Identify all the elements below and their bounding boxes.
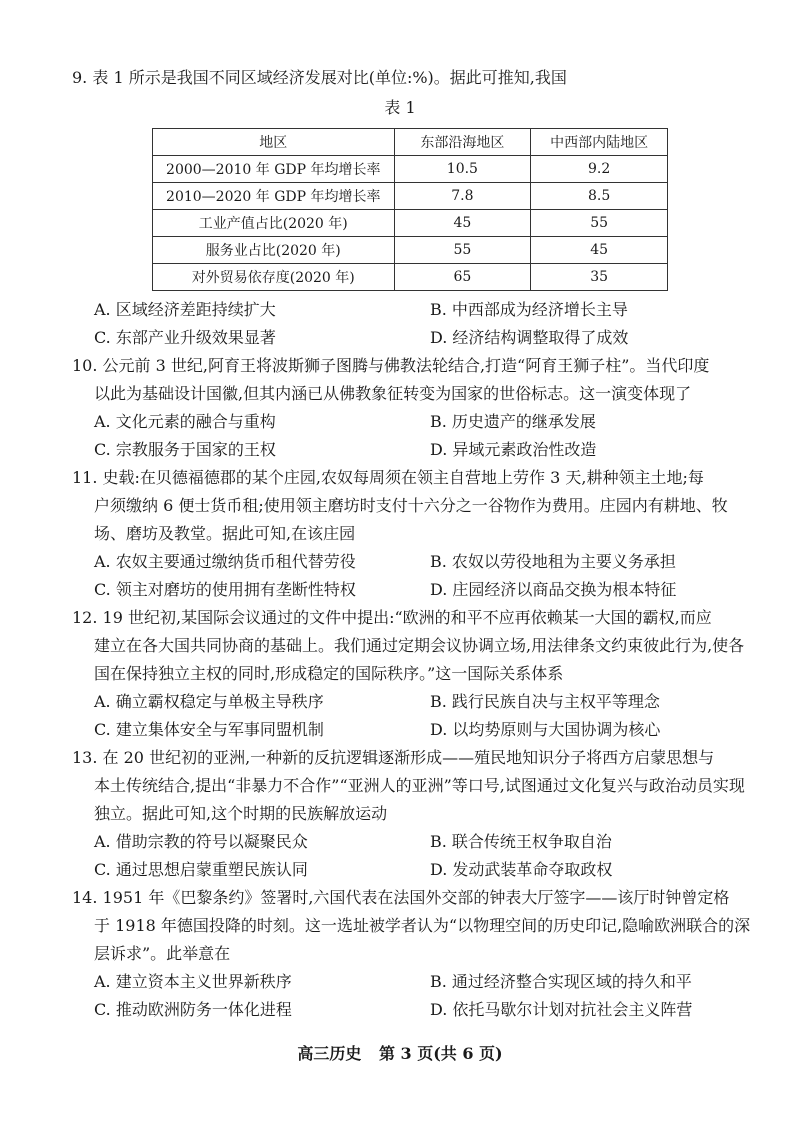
- footer-page-number: 第 3 页(共 6 页): [378, 1044, 503, 1063]
- table-cell: 2000—2010 年 GDP 年均增长率: [153, 156, 395, 183]
- options-row: [72, 324, 752, 352]
- option-d[interactable]: D. 庄园经济以商品交换为根本特征: [430, 580, 677, 599]
- table-cell: 55: [531, 210, 668, 237]
- question-13-stem-cont: 本土传统结合,提出“非暴力不合作”“亚洲人的亚洲”等口号,试图通过文化复兴与政治动员实现独立。据此可知,这个时期的民族解放运动: [94, 776, 745, 823]
- table-row: [153, 264, 668, 291]
- question-11: [72, 464, 752, 604]
- option-a[interactable]: A. 农奴主要通过缴纳货币租代替劳役: [94, 552, 356, 571]
- question-12-stem-line1: 12. 19 世纪初,某国际会议通过的文件中提出:“欧洲的和平不应再依赖某一大国的霸权,而应: [72, 608, 712, 627]
- option-b[interactable]: B. 通过经济整合实现区域的持久和平: [430, 972, 692, 991]
- table-header-cell: 地区: [153, 129, 395, 156]
- option-b[interactable]: B. 践行民族自决与主权平等理念: [430, 692, 660, 711]
- economic-comparison-table: [152, 128, 668, 291]
- table-header-cell: 东部沿海地区: [394, 129, 531, 156]
- table-cell: 10.5: [394, 156, 531, 183]
- option-c[interactable]: C. 东部产业升级效果显著: [94, 328, 276, 347]
- question-9-stem: 9. 表 1 所示是我国不同区域经济发展对比(单位:%)。据此可推知,我国: [72, 68, 567, 87]
- table-cell: 2010—2020 年 GDP 年均增长率: [153, 183, 395, 210]
- question-14-stem: [72, 884, 752, 912]
- table-cell: 45: [531, 237, 668, 264]
- question-10-stem: [72, 352, 752, 380]
- footer-subject: 高三历史: [297, 1044, 362, 1063]
- table-cell: 对外贸易依存度(2020 年): [153, 264, 395, 291]
- question-9: [72, 64, 752, 92]
- table-cell: 服务业占比(2020 年): [153, 237, 395, 264]
- table-row: [153, 210, 668, 237]
- table-header-row: [153, 129, 668, 156]
- option-d[interactable]: D. 异域元素政治性改造: [430, 440, 597, 459]
- options-row: [72, 996, 752, 1024]
- question-12-stem: [72, 604, 752, 632]
- option-a[interactable]: A. 文化元素的融合与重构: [94, 412, 276, 431]
- question-10-stem-cont: 以此为基础设计国徽,但其内涵已从佛教象征转变为国家的世俗标志。这一演变体现了: [94, 384, 692, 403]
- question-10: [72, 352, 752, 464]
- option-d[interactable]: D. 经济结构调整取得了成效: [430, 328, 629, 347]
- question-13-stem-line1: 13. 在 20 世纪初的亚洲,一种新的反抗逻辑逐渐形成——殖民地知识分子将西方启蒙思想与: [72, 748, 715, 767]
- table-row: [153, 237, 668, 264]
- question-11-stem-line1: 11. 史载:在贝德福德郡的某个庄园,农奴每周须在领主自营地上劳作 3 天,耕种领主土地;每: [72, 468, 704, 487]
- option-a[interactable]: A. 区域经济差距持续扩大: [94, 300, 276, 319]
- question-14-stem-cont: 于 1918 年德国投降的时刻。这一选址被学者认为“以物理空间的历史印记,隐喻欧洲联合的深层诉求”。此举意在: [94, 916, 751, 963]
- options-row: [72, 828, 752, 856]
- options-row: [72, 856, 752, 884]
- option-d[interactable]: D. 以均势原则与大国协调为核心: [430, 720, 661, 739]
- option-a[interactable]: A. 建立资本主义世界新秩序: [94, 972, 292, 991]
- option-b[interactable]: B. 联合传统王权争取自治: [430, 832, 612, 851]
- options-row: [72, 548, 752, 576]
- option-a[interactable]: A. 确立霸权稳定与单极主导秩序: [94, 692, 324, 711]
- table-cell: 45: [394, 210, 531, 237]
- question-11-stem-cont: 户须缴纳 6 便士货币租;使用领主磨坊时支付十六分之一谷物作为费用。庄园内有耕地、牧场、磨坊及教堂。据此可知,在该庄园: [94, 496, 728, 543]
- option-c[interactable]: C. 领主对磨坊的使用拥有垄断性特权: [94, 580, 356, 599]
- option-c[interactable]: C. 推动欧洲防务一体化进程: [94, 1000, 292, 1019]
- question-10-stem-line1: 10. 公元前 3 世纪,阿育王将波斯狮子图腾与佛教法轮结合,打造“阿育王狮子柱”。当代印度: [72, 356, 710, 375]
- question-13-stem: [72, 744, 752, 772]
- options-row: [72, 436, 752, 464]
- page-footer: [0, 1041, 800, 1064]
- option-b[interactable]: B. 农奴以劳役地租为主要义务承担: [430, 552, 676, 571]
- option-d[interactable]: D. 依托马歇尔计划对抗社会主义阵营: [430, 1000, 693, 1019]
- table-cell: 55: [394, 237, 531, 264]
- options-row: [72, 576, 752, 604]
- options-row: [72, 296, 752, 324]
- option-d[interactable]: D. 发动武装革命夺取政权: [430, 860, 613, 879]
- table-title: 表 1: [384, 98, 416, 117]
- option-c[interactable]: C. 建立集体安全与军事同盟机制: [94, 720, 324, 739]
- question-13: [72, 744, 752, 884]
- option-b[interactable]: B. 历史遗产的继承发展: [430, 412, 596, 431]
- table-cell: 9.2: [531, 156, 668, 183]
- question-12-stem-cont: 建立在各大国共同协商的基础上。我们通过定期会议协调立场,用法律条文约束彼此行为,使各国在保持独立主权的同时,形成稳定的国际秩序。”这一国际关系体系: [94, 636, 745, 683]
- options-row: [72, 968, 752, 996]
- table-cell: 35: [531, 264, 668, 291]
- question-14: [72, 884, 752, 1024]
- table-cell: 7.8: [394, 183, 531, 210]
- table-cell: 工业产值占比(2020 年): [153, 210, 395, 237]
- option-a[interactable]: A. 借助宗教的符号以凝聚民众: [94, 832, 308, 851]
- table-header-cell: 中西部内陆地区: [531, 129, 668, 156]
- options-row: [72, 716, 752, 744]
- question-14-stem-line1: 14. 1951 年《巴黎条约》签署时,六国代表在法国外交部的钟表大厅签字——该厅时钟曾定格: [72, 888, 730, 907]
- option-c[interactable]: C. 通过思想启蒙重塑民族认同: [94, 860, 308, 879]
- options-row: [72, 408, 752, 436]
- table-cell: 65: [394, 264, 531, 291]
- question-12: [72, 604, 752, 744]
- options-row: [72, 688, 752, 716]
- table-cell: 8.5: [531, 183, 668, 210]
- question-11-stem: [72, 464, 752, 492]
- question-9-options: [72, 296, 752, 352]
- table-row: [153, 183, 668, 210]
- option-b[interactable]: B. 中西部成为经济增长主导: [430, 300, 628, 319]
- table-row: [153, 156, 668, 183]
- option-c[interactable]: C. 宗教服务于国家的王权: [94, 440, 276, 459]
